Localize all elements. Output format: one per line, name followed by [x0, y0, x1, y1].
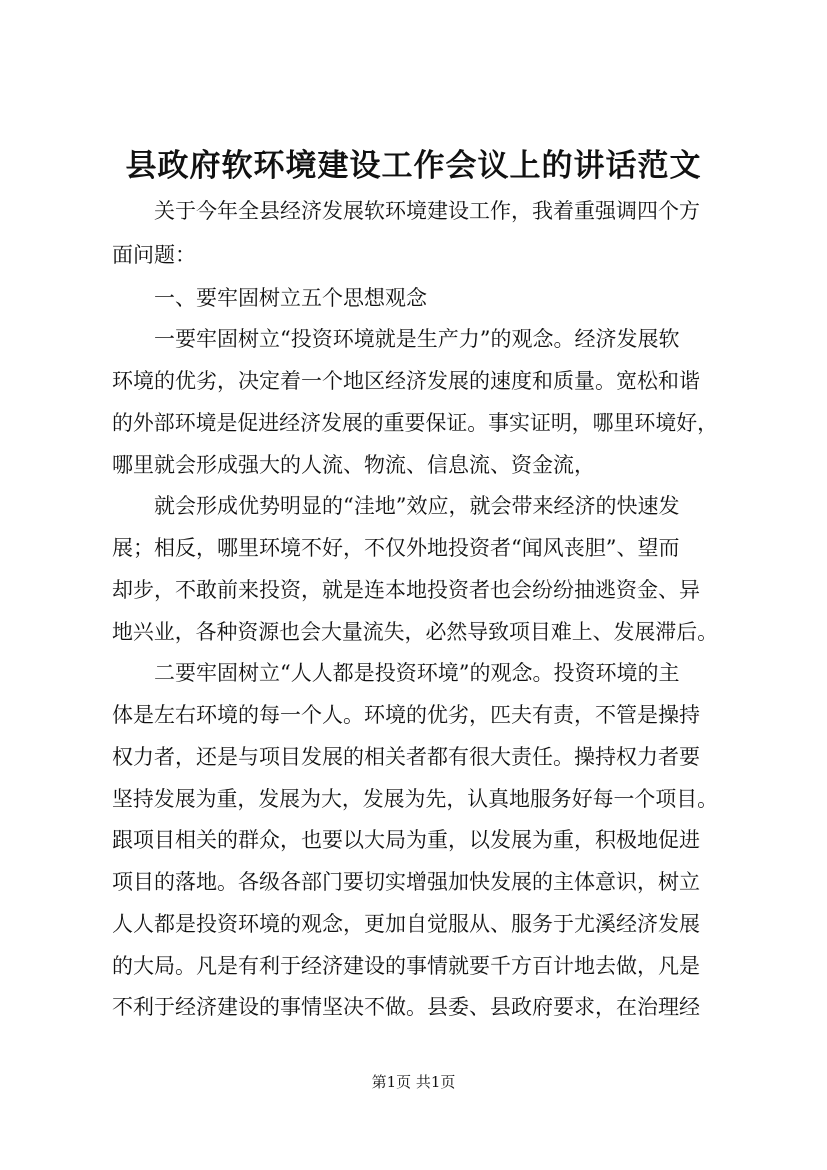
paragraph-line: 的外部环境是促进经济发展的重要保证。事实证明，哪里环境好， [112, 411, 719, 435]
paragraph-line: 体是左右环境的每一个人。环境的优劣，匹夫有责，不管是操持 [112, 703, 700, 727]
document-title: 县政府软环境建设工作会议上的讲话范文 [125, 148, 702, 184]
paragraph-line: 地兴业，各种资源也会大量流失，必然导致项目难上、发展滞后。 [112, 620, 719, 644]
paragraph-line: 关于今年全县经济发展软环境建设工作，我着重强调四个方 [154, 199, 700, 223]
paragraph-line: 跟项目相关的群众，也要以大局为重，以发展为重，积极地促进 [112, 828, 700, 852]
paragraph-line: 就会形成优势明显的“洼地”效应，就会带来经济的快速发 [154, 494, 680, 518]
page-number-footer: 第1页 共1页 [371, 1073, 456, 1091]
paragraph-line: 的大局。凡是有利于经济建设的事情就要千方百计地去做，凡是 [112, 954, 700, 978]
paragraph-line: 哪里就会形成强大的人流、物流、信息流、资金流， [112, 453, 595, 477]
paragraph-line: 人人都是投资环境的观念，更加自觉服从、服务于尤溪经济发展 [112, 912, 700, 936]
paragraph-line: 二要牢固树立“人人都是投资环境”的观念。投资环境的主 [154, 661, 680, 685]
paragraph-line: 展；相反，哪里环境不好，不仅外地投资者“闻风丧胆”、望而 [112, 536, 680, 560]
paragraph-line: 环境的优劣，决定着一个地区经济发展的速度和质量。宽松和谐 [112, 369, 700, 393]
paragraph-line: 项目的落地。各级各部门要切实增强加快发展的主体意识，树立 [112, 870, 700, 894]
section-heading: 一、要牢固树立五个思想观念 [154, 286, 427, 310]
paragraph-line: 坚持发展为重，发展为大，发展为先，认真地服务好每一个项目。 [112, 787, 719, 811]
paragraph-line: 面问题： [112, 243, 196, 267]
paragraph-line: 却步，不敢前来投资，就是连本地投资者也会纷纷抽逃资金、异 [112, 578, 700, 602]
paragraph-line: 一要牢固树立“投资环境就是生产力”的观念。经济发展软 [154, 327, 680, 351]
paragraph-line: 权力者，还是与项目发展的相关者都有很大责任。操持权力者要 [112, 745, 700, 769]
paragraph-line: 不利于经济建设的事情坚决不做。县委、县政府要求，在治理经 [112, 995, 700, 1019]
